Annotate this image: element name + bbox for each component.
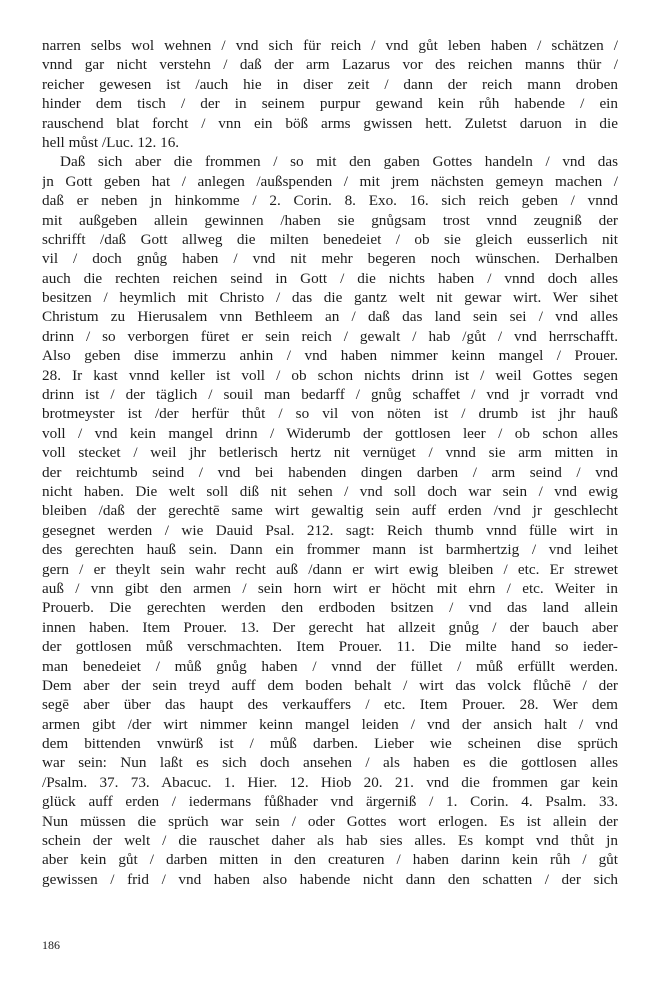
text-line: gesegnet werden / wie Dauid Psal. 212. sagt: Reich thumb vnnd fülle wirt in [42,521,618,539]
text-line: innen haben. Item Prouer. 13. Der gerecht hat allzeit gnůg / der bauch aber [42,618,618,636]
text-line: gewissen / frid / vnd haben also habende nicht dann den schatten / der sich [42,870,618,888]
text-line: schrifft /daß Gott allweg die milten benedeiet / ob sie gleich eusserlich nit [42,230,618,248]
text-line: mit außgeben allein gewinnen /haben sie gnůgsam trost vnnd zeugniß der [42,211,618,229]
text-line: vnnd gar nicht verstehn / daß der arm Lazarus vor des reichen manns thür / [42,56,618,74]
body-text [42,36,618,889]
text-line: Christum zu Hierusalem vnn Bethleem an / daß das land sein sei / vnd alles [42,308,618,326]
text-line: Dem aber der sein treyd auff dem boden behalt / wirt das volck flůchē / der [42,676,618,694]
text-line: der reichtumb seind / vnd bei habenden dingen darben / arm seind / vnd [42,463,618,481]
text-line: bleiben /daß der gerechtē same wirt gewaltig sein auff erden /vnd jr geschlecht [42,502,618,520]
page-number: 186 [42,938,60,952]
text-line: glück auff erden / iedermans fůßhader vnd ärgerniß / 1. Corin. 4. Psalm. 33. [42,793,618,811]
text-line: dem bittenden vnwürß ist / můß darben. Lieber wie scheinen dise sprüch [42,735,618,753]
text-line: besitzen / heymlich mit Christo / das die gantz welt nit gewar wirt. Wer sihet [42,289,618,307]
text-line: hell můst /Luc. 12. 16. [42,133,180,151]
text-line: drinn / so verborgen füret er sein reich / gewalt / hab /gůt / vnd herrschafft. [42,327,618,345]
text-line: voll / vnd kein mangel drinn / Widerumb der gottlosen leer / ob schon alles [42,424,618,442]
text-line: rauschend blat forcht / vnn ein böß arms gwissen hett. Zuletst daruon in die [42,114,618,132]
text-line: narren selbs wol wehnen / vnd sich für reich / vnd gůt leben haben / schätzen / [42,37,618,54]
text-line: Nun müssen die sprüch war sein / oder Gottes wort erlogen. Es ist allein der [42,812,618,830]
text-line: vil / doch gnůg haben / vnd nit mehr begeren noch wünschen. Derhalben [42,250,618,268]
text-line: hinder dem tisch / der in seinem purpur gewand kein růh habende / ein [42,95,618,113]
text-line: 28. Ir kast vnnd keller ist voll / ob schon nichts drinn ist / weil Gottes segen [42,366,618,384]
text-line: des gerechten hauß sein. Dann ein frommer mann ist barmhertzig / vnd leihet [42,541,618,559]
text-line: jn Gott geben hat / anlegen /außspenden / mit jrem nächsten gemeyn machen / [42,172,618,190]
text-line: auß / vnn gibt den armen / sein horn wirt er höcht mit ehrn / etc. Weiter in [42,579,618,597]
text-line: Prouerb. Die gerechten werden den erdboden bsitzen / vnd das land allein [42,599,618,617]
text-line: der gottlosen můß verschmachten. Item Prouer. 11. Die milte hand so ieder- [42,638,618,656]
text-line: Also geben dise immerzu anhin / vnd haben nimmer keinn mangel / Prouer. [42,347,618,365]
text-line: aber kein gůt / darben mitten in den creaturen / haben darinn kein růh / gůt [42,851,618,869]
text-line: schein der welt / die rauschet daher als hab sies alles. Es kompt vnd thůt jn [42,832,618,850]
text-line: auch die rechten reichen seind in Gott / die nichts haben / vnnd doch alles [42,269,618,287]
text-line: /Psalm. 37. 73. Abacuc. 1. Hier. 12. Hiob 20. 21. vnd die frommen gar kein [42,773,618,791]
paragraph-start-line: Daß sich aber die frommen / so mit den gaben Gottes handeln / vnd das [60,153,618,171]
text-line: drinn ist / der täglich / souil man bedarff / gnůg schaffet / vnd jr vorradt vnd [42,386,618,404]
text-line: nicht haben. Die welt soll diß nit sehen / vnd soll doch war sein / vnd ewig [42,482,618,500]
text-line: reicher gewesen ist /auch hie in diser zeit / dann der reich mann droben [42,75,618,93]
text-line: segē aber über das haupt des verkauffers / etc. Item Prouer. 28. Wer dem [42,696,618,714]
text-line: brotmeyster ist /der herfür thůt / so vil von nöten ist / drumb ist jhr hauß [42,405,618,423]
text-line: daß er neben jn hinkomme / 2. Corin. 8. Exo. 16. sich reich geben / vnnd [42,192,618,210]
text-line: voll stecket / weil jhr betlerisch hertz nit vernüget / vnnd sie arm mitten in [42,444,618,462]
text-line: armen gibt /der wirt nimmer keinn mangel leiden / vnd der ansich halt / vnd [42,715,618,733]
text-line: man benedeiet / můß gnůg haben / vnnd der füllet / můß erfüllt werden. [42,657,618,675]
text-line: gern / er theylt sein wahr recht auß /dann er wirt ewig bleiben / etc. Er strewet [42,560,618,578]
text-line: war sein: Nun laßt es sich doch ansehen / als haben es die gottlosen alles [42,754,618,772]
